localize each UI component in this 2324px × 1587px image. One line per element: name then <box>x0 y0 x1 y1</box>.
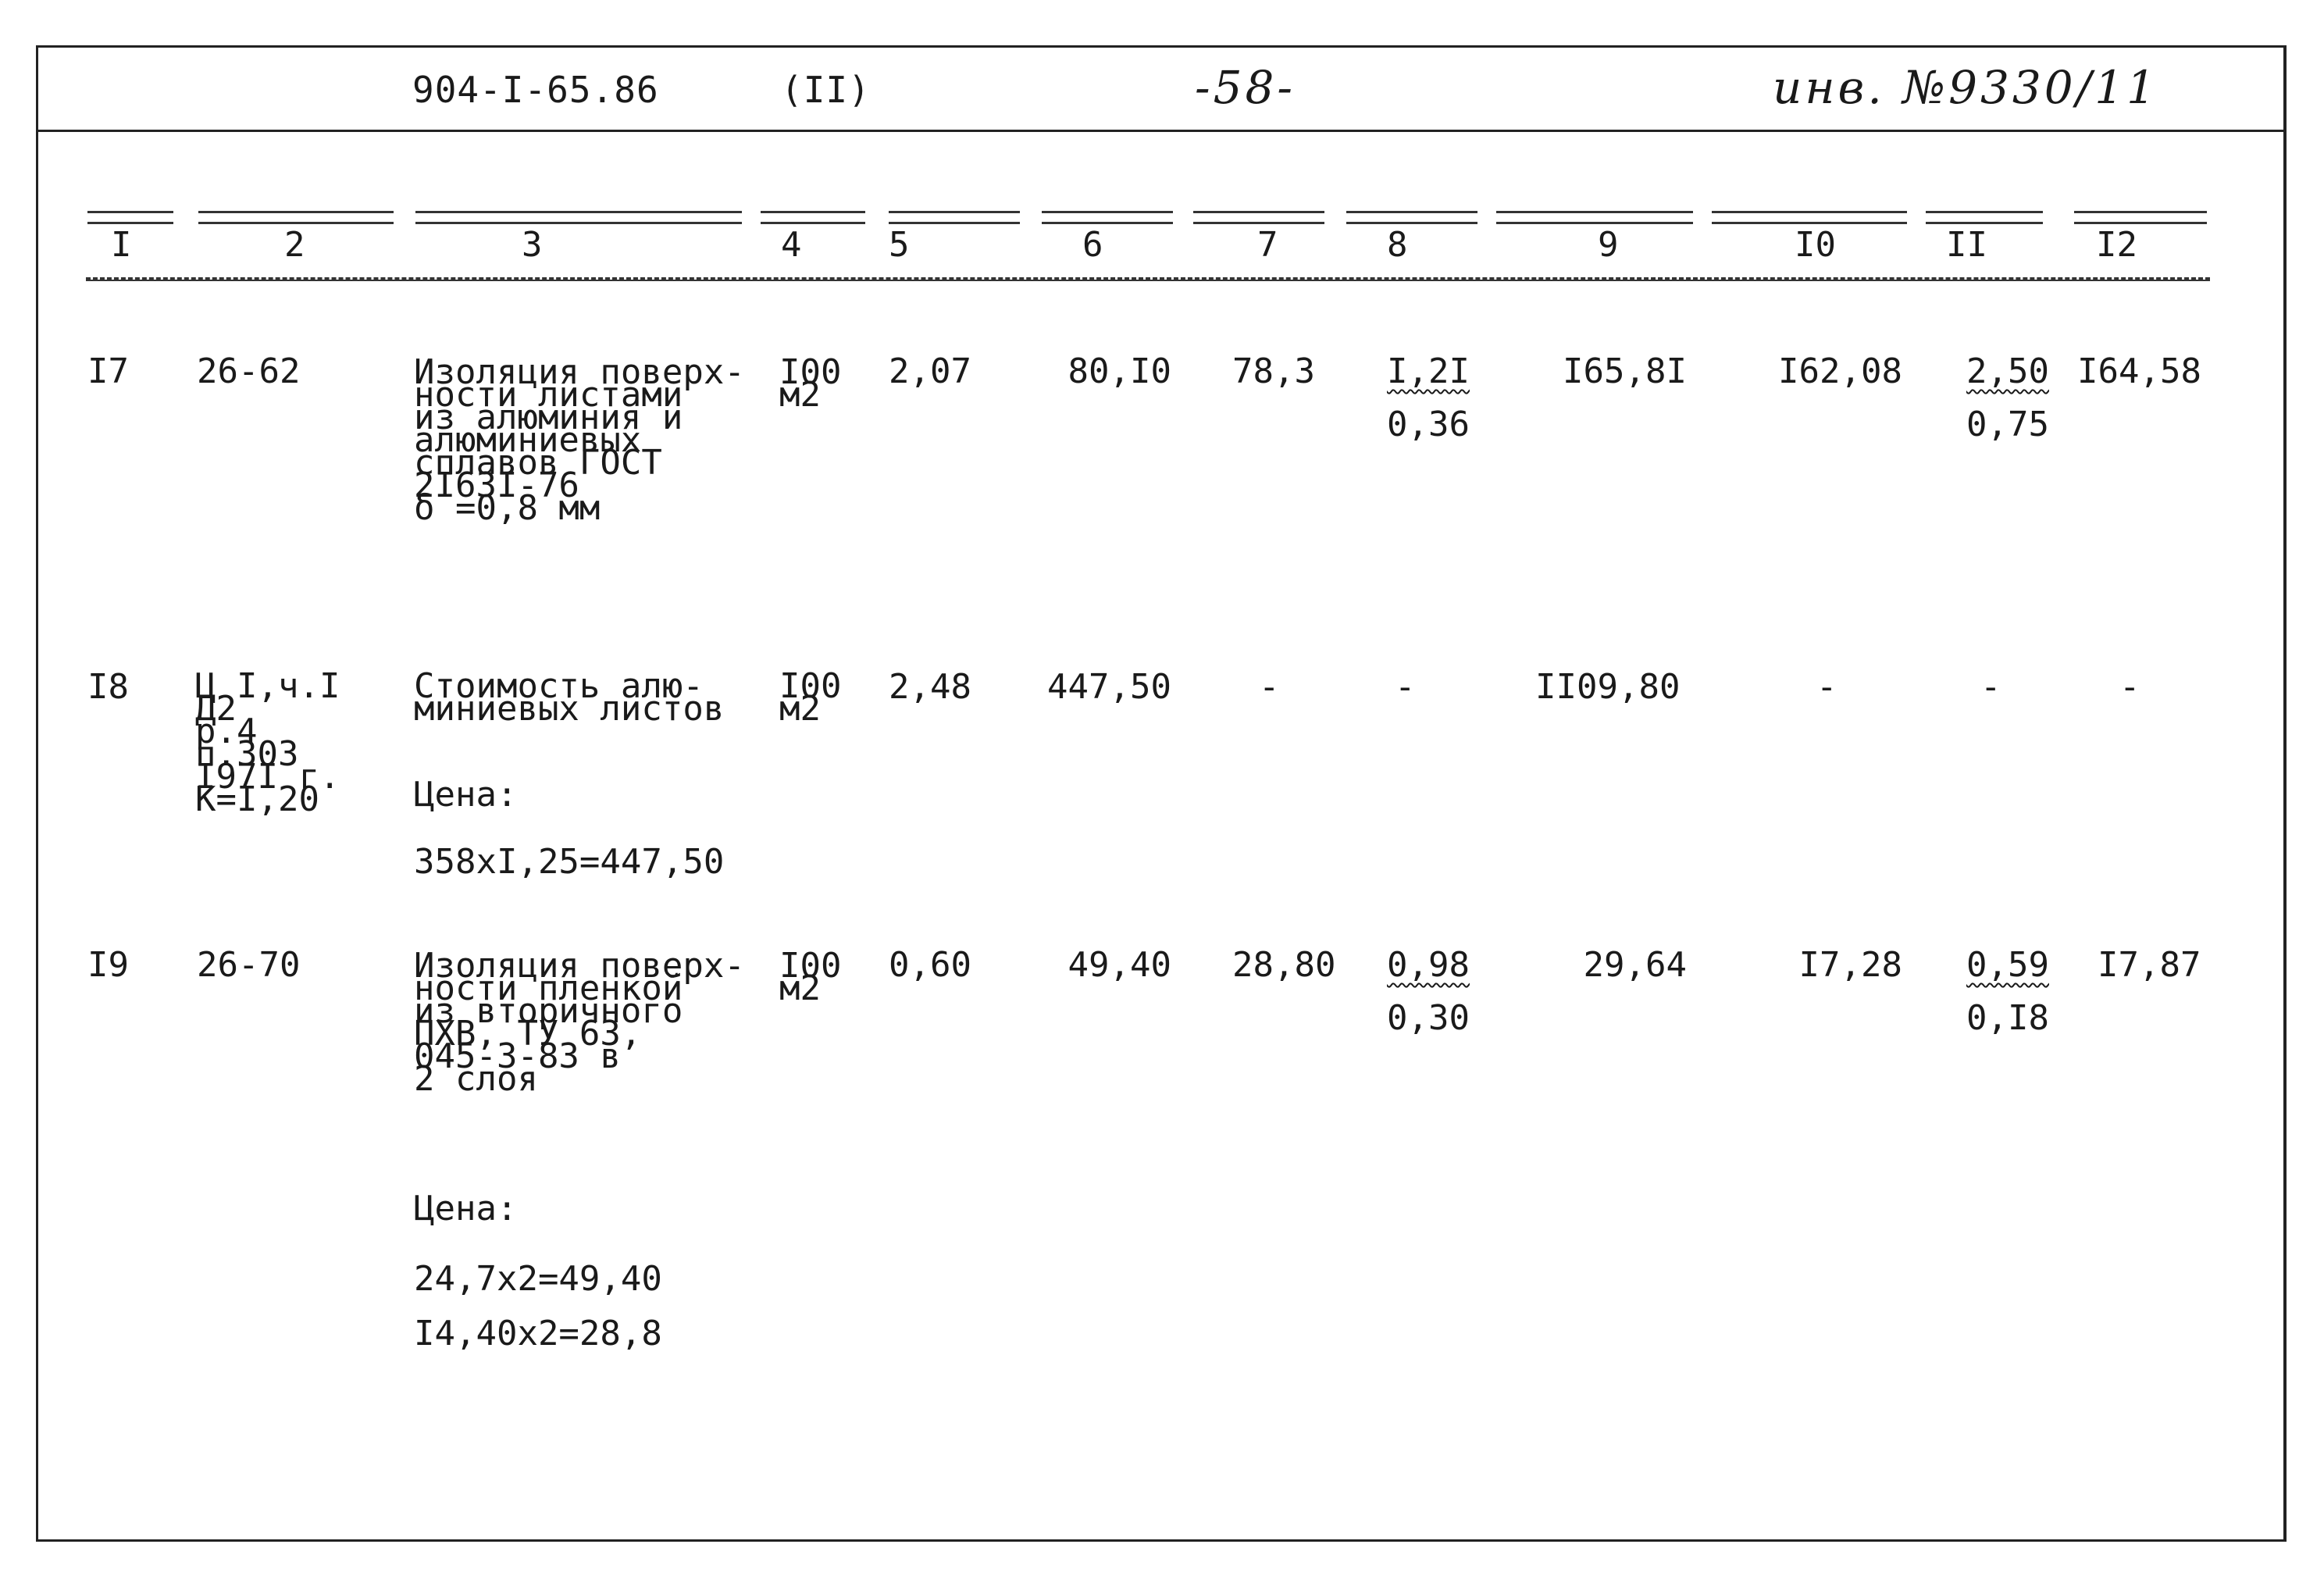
header-underline <box>86 280 2210 281</box>
col6-value: 80,I0 <box>1068 351 1171 391</box>
col11-bottom: 0,I8 <box>1966 998 2049 1038</box>
column-rule <box>415 211 742 224</box>
price-label: Цена: <box>414 1189 518 1229</box>
column-number: 8 <box>1387 225 1408 265</box>
doc-part: (II) <box>781 69 871 111</box>
column-rule <box>1496 211 1693 224</box>
price-calculation: 24,7x2=49,40 <box>414 1259 662 1299</box>
col12-value: I64,58 <box>2077 351 2201 391</box>
unit: I00 м2 <box>779 352 842 415</box>
col10-value: I62,08 <box>1778 351 1902 391</box>
col6-value: 447,50 <box>1047 667 1171 707</box>
col6-value: 49,40 <box>1068 945 1171 985</box>
col8-value: - <box>1395 667 1416 707</box>
column-number: 7 <box>1257 225 1278 265</box>
doc-code: 904-I-65.86 <box>412 69 659 111</box>
header-rule <box>36 130 2287 132</box>
quantity: 2,07 <box>889 351 971 391</box>
column-rule <box>87 211 173 224</box>
quantity: 2,48 <box>889 667 971 707</box>
col7-value: 28,80 <box>1232 945 1336 985</box>
column-number: II <box>1946 225 1987 265</box>
col11-value: - <box>1980 667 2001 707</box>
column-rule <box>198 211 394 224</box>
column-number: 4 <box>781 225 802 265</box>
work-description: Изоляция поверх- ности пленкой из вторичного ПХВ, ТУ 63, 045-3-83 в 2 слоя <box>414 946 745 1099</box>
row-number: I7 <box>87 351 129 391</box>
col7-value: 78,3 <box>1232 351 1315 391</box>
col8-bottom: 0,30 <box>1387 998 1470 1038</box>
unit: I00 м2 <box>779 946 842 1008</box>
work-description: Стоимость алю- миниевых листов <box>414 666 725 729</box>
column-rule <box>2074 211 2207 224</box>
column-rule <box>889 211 1020 224</box>
col11-top: 2,50 <box>1966 351 2049 391</box>
row-number: I8 <box>87 667 129 707</box>
column-number: I <box>111 225 132 265</box>
page-number: -58- <box>1195 61 1296 114</box>
column-number: 3 <box>522 225 543 265</box>
col12-value: I7,87 <box>2098 945 2201 985</box>
price-calculation: I4,40x2=28,8 <box>414 1314 662 1353</box>
column-number: I2 <box>2096 225 2137 265</box>
page-frame <box>36 45 2287 1542</box>
price-calculation: 358xI,25=447,50 <box>414 842 725 882</box>
norm-code: Ц I,ч.I Д2 р.4 п.303 I97I г. К=I,20 <box>195 666 340 819</box>
col10-value: I7,28 <box>1798 945 1902 985</box>
col12-value: - <box>2119 667 2140 707</box>
work-description: Изоляция поверх- ности листами из алюминия и алюминиевых сплавов ГОСТ 2I63I-76 δ =0,8 мм <box>414 352 745 528</box>
quantity: 0,60 <box>889 945 971 985</box>
row-number: I9 <box>87 945 129 985</box>
unit: I00 м2 <box>779 666 842 729</box>
col11-top: 0,59 <box>1966 945 2049 985</box>
col8-bottom: 0,36 <box>1387 405 1470 444</box>
column-rule <box>1926 211 2043 224</box>
column-number: 5 <box>889 225 910 265</box>
col9-value: I65,8I <box>1563 351 1687 391</box>
price-label: Цена: <box>414 775 518 815</box>
column-rule <box>1042 211 1173 224</box>
column-number: 9 <box>1598 225 1619 265</box>
column-number: 6 <box>1082 225 1103 265</box>
column-rule <box>1193 211 1324 224</box>
norm-code: 26-62 <box>197 351 301 391</box>
col8-top: 0,98 <box>1387 945 1470 985</box>
col7-value: - <box>1259 667 1280 707</box>
col10-value: - <box>1816 667 1837 707</box>
col9-value: 29,64 <box>1583 945 1687 985</box>
inventory-number: инв. №9330/11 <box>1773 61 2159 114</box>
col8-top: I,2I <box>1387 351 1470 391</box>
column-number: I0 <box>1795 225 1836 265</box>
col11-bottom: 0,75 <box>1966 405 2049 444</box>
col9-value: II09,80 <box>1535 667 1681 707</box>
norm-code: 26-70 <box>197 945 301 985</box>
column-rule <box>1712 211 1907 224</box>
column-rule <box>1346 211 1477 224</box>
column-rule <box>761 211 865 224</box>
column-number: 2 <box>284 225 305 265</box>
